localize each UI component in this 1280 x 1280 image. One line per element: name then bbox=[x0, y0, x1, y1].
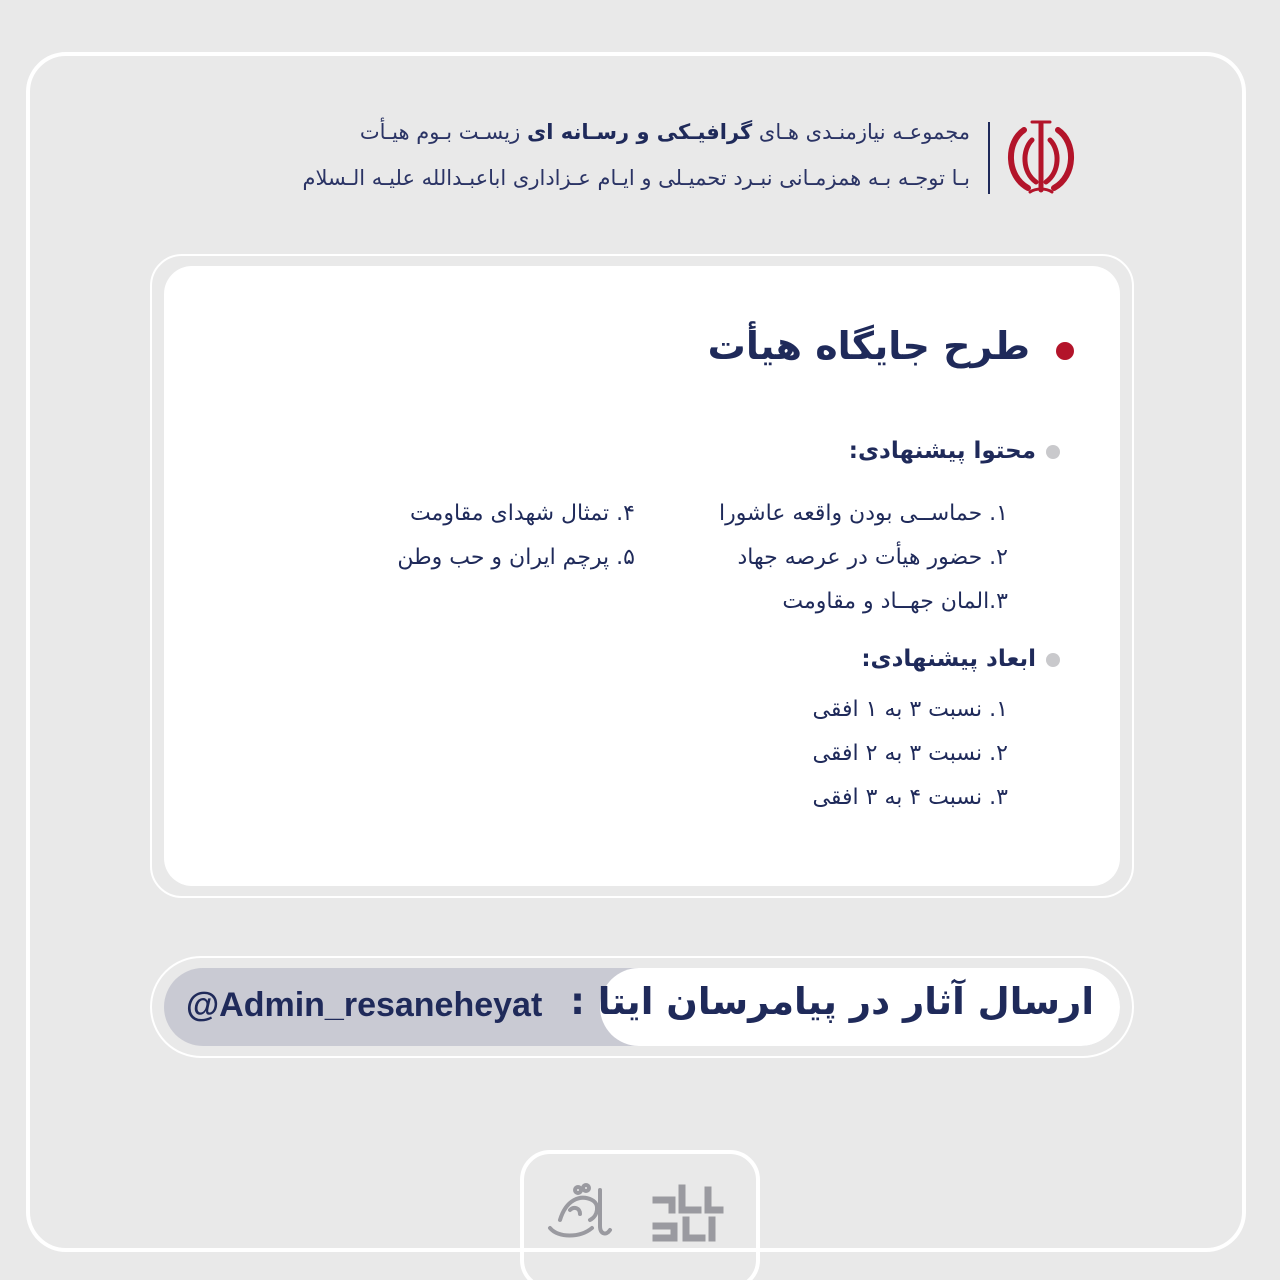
header-bold-text: گرافیـکی و رسـانه ای bbox=[526, 120, 753, 144]
header bbox=[180, 112, 1080, 202]
list-item: ۵. پرچم ایران و حب وطن bbox=[397, 545, 635, 570]
card-title: طرح جایگاه هیأت bbox=[707, 324, 1030, 368]
header-text: زیسـت بـوم هیـأت bbox=[359, 120, 527, 144]
header-text: مجموعـه نیازمنـدی هـای bbox=[752, 120, 970, 144]
iran-emblem-icon bbox=[1002, 118, 1080, 198]
submit-bar bbox=[164, 968, 1120, 1046]
title-row bbox=[520, 324, 1120, 374]
list-item: ۲. نسبت ۳ به ۲ افقی bbox=[812, 741, 1008, 766]
content-list-left bbox=[397, 492, 635, 580]
heading-bullet bbox=[1046, 445, 1060, 459]
content-card bbox=[164, 266, 1120, 886]
content-heading-label: محتوا پیشنهادی: bbox=[848, 438, 1036, 464]
dims-heading-label: ابعاد پیشنهادی: bbox=[861, 646, 1036, 672]
list-item: ۱. نسبت ۳ به ۱ افقی bbox=[812, 697, 1008, 722]
list-item: ۲. حضور هیأت در عرصه جهاد bbox=[737, 545, 1008, 570]
header-line-2: بـا توجـه بـه همزمـانی نبـرد تحمیـلی و ایـام عـزاداری اباعبـدالله علیـه الـسلام bbox=[302, 166, 970, 190]
list-item: ۳. نسبت ۴ به ۳ افقی bbox=[812, 785, 1008, 810]
heading-bullet bbox=[1046, 653, 1060, 667]
header-divider bbox=[988, 122, 990, 194]
eitaa-handle-link[interactable]: @Admin_resaneheyat bbox=[186, 986, 543, 1024]
submit-label-box bbox=[570, 968, 1120, 1046]
header-line-1 bbox=[180, 120, 970, 144]
content-list-right bbox=[719, 492, 1008, 624]
dims-heading bbox=[861, 646, 1060, 672]
list-item: ۴. تمثال شهدای مقاومت bbox=[409, 501, 635, 526]
resaneh-heyat-logo bbox=[648, 1180, 726, 1246]
heyat-calligraphy-logo bbox=[540, 1180, 618, 1242]
content-heading bbox=[849, 438, 1060, 464]
dims-list bbox=[813, 688, 1008, 820]
title-bullet bbox=[1056, 342, 1074, 360]
submit-label: ارسال آثار در پیامرسان ایتا : bbox=[570, 980, 1094, 1023]
list-item: ۱. حماســی بودن واقعه عاشورا bbox=[719, 501, 1008, 526]
list-item: ۳.المان جهــاد و مقاومت bbox=[782, 589, 1008, 614]
